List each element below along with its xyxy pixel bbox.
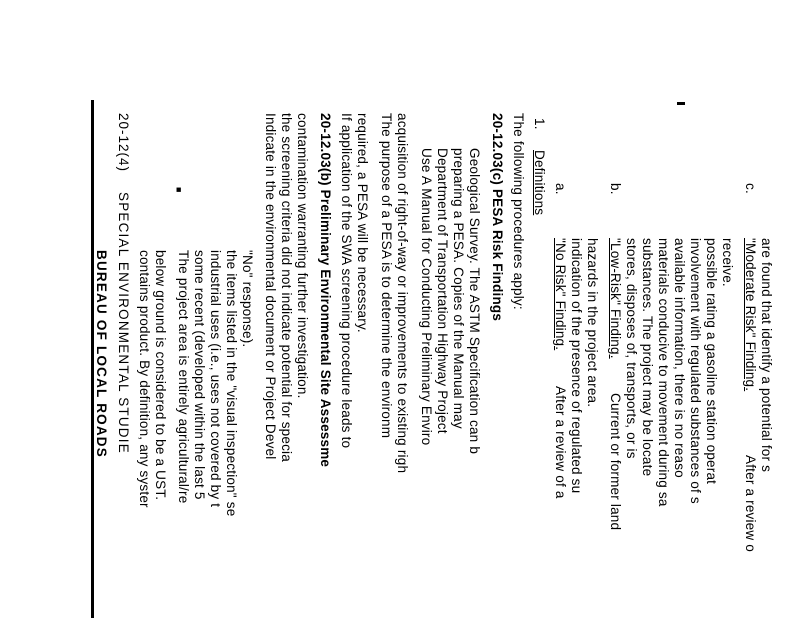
item-b-line-2: stores, disposes of, transports, or is (624, 238, 639, 459)
item-a-line-3: hazards in the project area. (585, 238, 600, 408)
item-a-line-1: After a review of a (553, 386, 568, 499)
purpose-line-2: acquisition of right-of-way or improvements to existing righ (395, 113, 410, 474)
use-line-4: Geological Survey. The ASTM Specification can b (467, 148, 482, 455)
item-c-line-2: are found that identify a potential for s (759, 238, 774, 473)
indicate-line-3: contamination warranting further investigation. (295, 113, 310, 399)
item-a-line-2: indication of the presence of regulated su (569, 238, 584, 494)
item-b-line-5: available information, there is no reaso (672, 238, 687, 478)
header-rule-tick (677, 102, 685, 105)
use-line-1: Use A Manual for Conducting Preliminary Enviro (419, 148, 434, 446)
bullet-line-5: "No" response). (240, 250, 255, 348)
item-b-line-3: substances. The project may be locate (640, 238, 655, 477)
indicate-line-1: Indicate in the environmental document or Project Devel (263, 113, 278, 460)
bullet-line-4: the items listed in the "visual inspection" se (224, 250, 239, 517)
item-c-term: "Moderate Risk" Finding. (743, 238, 758, 392)
section-number: 20-12(4) (116, 113, 131, 173)
use-line-2: Department of Transportation Highway Project (435, 148, 450, 434)
list-number-1: 1. (532, 118, 547, 130)
item-b-line-1: Current or former land (608, 393, 623, 531)
item-b-line-6: involvement with regulated substances of s (688, 238, 703, 504)
bullet-icon: ■ (174, 187, 184, 193)
definitions-label: Definitions (532, 150, 547, 216)
item-a-term: "No Risk" Finding. (553, 238, 568, 351)
item-c-marker: c. (743, 183, 758, 194)
continuation-line-1: contains product. By definition, any syster (137, 250, 152, 508)
indicate-line-2: the screening criteria did not indicate potential for specia (279, 113, 294, 462)
bullet-line-3: industrial uses (i.e., uses not covered by t (208, 250, 223, 508)
if-line-2: required, a PESA will be necessary. (355, 113, 370, 333)
item-b-term: "Low-Risk" Finding. (608, 238, 623, 359)
item-c-line-1: After a review o (743, 455, 758, 552)
item-b-line-7: possible rating a gasoline station operat (704, 238, 719, 485)
procedures-intro: The following procedures apply: (511, 113, 526, 310)
continuation-line-2: below ground is considered to be a UST. (153, 250, 168, 501)
item-a-marker: a. (553, 183, 568, 195)
bullet-line-2: some recent (developed within the last 5 (192, 250, 207, 500)
section-b-heading: 20-12.03(b) Preliminary Environmental Site Assessme (318, 113, 333, 468)
bureau-title: BUREAU OF LOCAL ROADS (94, 250, 109, 458)
if-line-1: If application of the SWA screening procedure leads to (339, 113, 354, 449)
item-b-line-8: receive. (720, 238, 735, 287)
bullet-line-1: The project area is entirely agricultural/re (176, 250, 191, 504)
item-b-line-4: materials conducive to movement during sa (656, 238, 671, 507)
section-c-heading: 20-12.03(c) PESA Risk Findings (490, 113, 505, 322)
bureau-subtitle: SPECIAL ENVIRONMENTAL STUDIE (116, 192, 131, 454)
use-line-3: preparing a PESA. Copies of the Manual may (451, 148, 466, 429)
purpose-line-1: The purpose of a PESA is to determine the environm (379, 113, 394, 439)
item-b-marker: b. (608, 183, 623, 195)
